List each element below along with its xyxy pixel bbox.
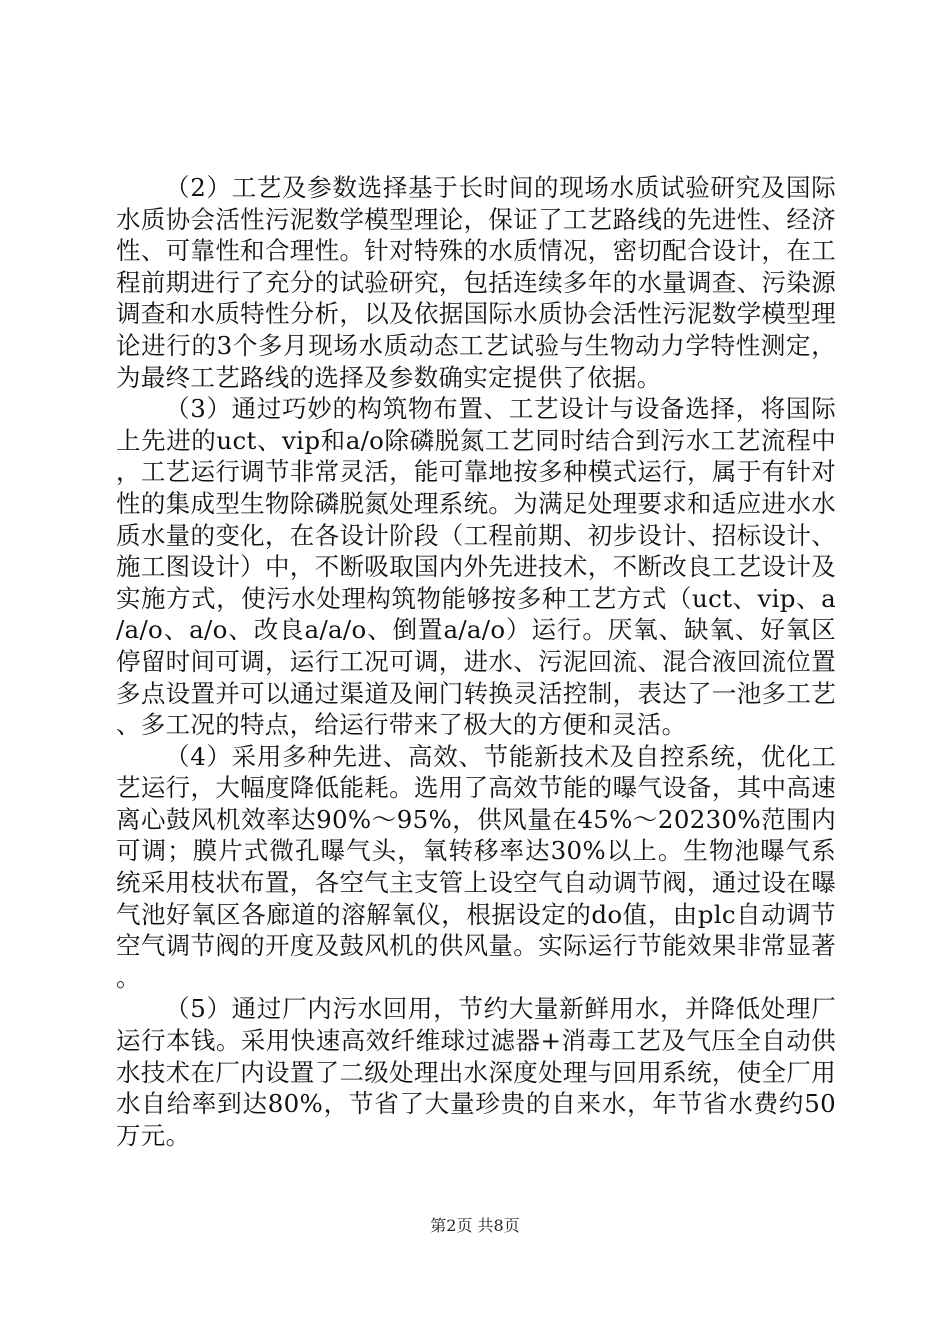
- paragraph-5: （5）通过厂内污水回用，节约大量新鲜用水，并降低处理厂运行本钱。采用快速高效纤维球过滤器+消毒工艺及气压全自动供水技术在厂内设置了二级处理出水深度处理与回用系统，使全厂用水自给率到达80%，节省了大量珍贵的自来水，年节省水费约50万元。: [116, 994, 836, 1150]
- paragraph-4: （4）采用多种先进、高效、节能新技术及自控系统，优化工艺运行，大幅度降低能耗。选用了高效节能的曝气设备，其中高速离心鼓风机效率达90%～95%，供风量在45%～20230%范围内可调；膜片式微孔曝气头，氧转移率达30%以上。生物池曝气系统采用枝状布置，各空气主支管上设空气自动调节阀，通过设在曝气池好氧区各廊道的溶解氧仪，根据设定的do值，由plc自动调节空气调节阀的开度及鼓风机的供风量。实际运行节能效果非常显著。: [116, 741, 836, 992]
- paragraph-3: （3）通过巧妙的构筑物布置、工艺设计与设备选择，将国际上先进的uct、vip和a/o除磷脱氮工艺同时结合到污水工艺流程中，工艺运行调节非常灵活，能可靠地按多种模式运行，属于有针对性的集成型生物除磷脱氮处理系统。为满足处理要求和适应进水水质水量的变化，在各设计阶段（工程前期、初步设计、招标设计、施工图设计）中，不断吸取国内外先进技术，不断改良工艺设计及实施方式，使污水处理构筑物能够按多种工艺方式（uct、vip、a/a/o、a/o、改良a/a/o、倒置a/a/o）运行。厌氧、缺氧、好氧区停留时间可调，运行工况可调，进水、污泥回流、混合液回流位置多点设置并可以通过渠道及闸门转换灵活控制，表达了一池多工艺、多工况的特点，给运行带来了极大的方便和灵活。: [116, 394, 836, 740]
- page-footer: 第2页 共8页: [430, 1216, 520, 1235]
- paragraph-2: （2）工艺及参数选择基于长时间的现场水质试验研究及国际水质协会活性污泥数学模型理论，保证了工艺路线的先进性、经济性、可靠性和合理性。针对特殊的水质情况，密切配合设计，在工程前期进行了充分的试验研究，包括连续多年的水量调查、污染源调查和水质特性分析，以及依据国际水质协会活性污泥数学模型理论进行的3个多月现场水质动态工艺试验与生物动力学特性测定，为最终工艺路线的选择及参数确实定提供了依据。: [116, 173, 836, 392]
- document-body: [116, 172, 836, 1151]
